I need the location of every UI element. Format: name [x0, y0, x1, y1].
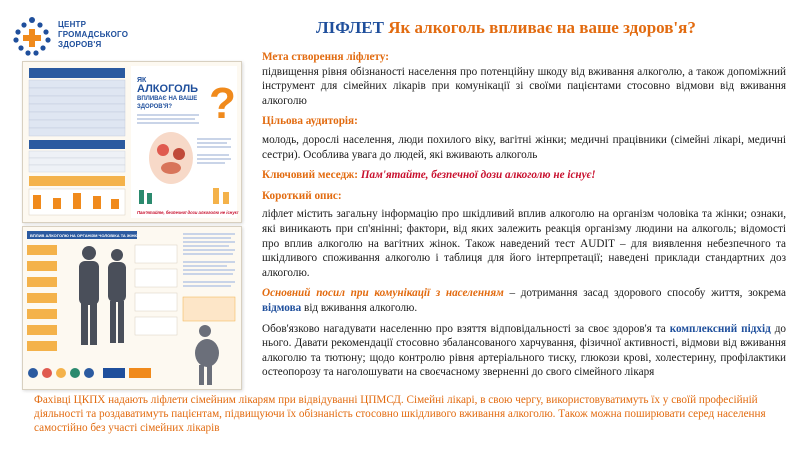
leaflet1-heading-c: ВПЛИВАЄ НА ВАШЕ — [137, 96, 198, 102]
logo-text — [58, 20, 142, 50]
title-prefix: ЛІФЛЕТ — [316, 18, 384, 37]
audience-text: молодь, дорослі населення, люди похилого віку, вагітні жінки; медичні працівники (сімейні лікарі, медичні сестри). Особлива увага до людей, які вживають алкоголь — [262, 133, 786, 161]
key-text: Пам'ятайте, безпечної дози алкоголю не існує! — [360, 169, 596, 182]
center-logo — [12, 16, 142, 60]
leaflet2-heading: ВПЛИВ АЛКОГОЛЮ НА ОРГАНІЗМ ЧОЛОВІКА ТА ЖІНКИ — [30, 233, 140, 238]
leaflet-page-1-illustration — [23, 62, 241, 222]
key-heading: Ключовий меседж: — [262, 169, 359, 182]
key-message — [262, 168, 786, 183]
reminder-text — [262, 322, 786, 380]
audience-heading: Цільова аудиторія: — [262, 115, 358, 128]
main-bold: відмова — [262, 301, 302, 314]
main-emphasis: Основний посил при комунікації з населенням — [262, 287, 504, 300]
title-main: Як алкоголь впливає на ваше здоров'я? — [388, 18, 696, 37]
leaflet1-slogan: Пам'ятайте, безпечної дози алкоголю не існує! — [137, 210, 239, 215]
leaflet1-heading-d: ЗДОРОВ'Я? — [137, 104, 173, 110]
logo-emblem-icon — [12, 16, 52, 58]
main-message — [262, 286, 786, 315]
question-mark-icon: ? — [209, 79, 236, 128]
remind-bold: комплексний підхід — [669, 322, 771, 335]
goal-text: підвищення рівня обізнаності населення про потенційну шкоду від вживання алкоголю, а також допоміжний інструмент для сімейних лікарів при комунікації зі своїми пацієнтами стосовно відмови від вживання алкоголю — [262, 65, 786, 107]
leaflet-description — [262, 50, 786, 380]
remind-text-a: Обов'язково нагадувати населенню про взяття відповідальності за своє здоров'я та — [262, 322, 670, 335]
leaflet1-heading-b: АЛКОГОЛЬ — [137, 83, 199, 95]
description-heading: Короткий опис: — [262, 189, 342, 202]
goal-heading: Мета створення ліфлету: — [262, 51, 389, 63]
leaflet-page-2-illustration — [23, 227, 241, 389]
logo-line-2: ГРОМАДСЬКОГО — [58, 30, 129, 39]
leaflet1-heading-a: ЯК — [137, 77, 147, 84]
description-text: ліфлет містить загальну інформацію про шкідливий вплив алкоголю на організм чоловіка та жінки; ознаки, які виникають при сп'янінні; фактори, від яких залежить реакція організму людини на алкоголь; відомості про вплив алкоголю на вагітних жінок. Також наведений тест AUDIT – для виявлення небезпечного та шкідливого споживання алкоголю і таблиця для його інтерпретації; наведені приклади стандартних доз алкоголю. — [262, 208, 786, 279]
leaflet-page-1-image — [22, 61, 242, 223]
page-title — [316, 18, 696, 38]
main-text-b: від вживання алкоголю. — [301, 301, 418, 314]
logo-line-3: ЗДОРОВ'Я — [58, 40, 102, 49]
footer-note: Фахівці ЦКПХ надають ліфлети сімейним лікарям при відвідуванні ЦПМСД. Сімейні лікарі, в свою чергу, використовуватимуть їх у своїй професійній діяльності та роздаватимуть пацієнтам, підвищуючи їх обізнаність стосовно шкідливого вживання алкоголю. Також можна поширювати серед населення самостійно без участі сімейних лікарів — [34, 394, 766, 435]
logo-line-1: ЦЕНТР — [58, 20, 87, 29]
main-text-a: – дотримання засад здорового способу життя, зокрема — [503, 287, 786, 300]
remind-text-b: до нього. Давати рекомендації стосовно збалансованого харчування, фізичної активності, відмови від вживання алкоголю та тютюну; щодо контролю рівня артеріального тиску, глюкози крові, холестерину, профілактики остеопорозу та наголошувати на своєчасному зверненні до свого сімейного лікаря — [262, 322, 786, 379]
leaflet-page-2-image — [22, 226, 242, 390]
organs-illustration-icon — [149, 132, 193, 184]
